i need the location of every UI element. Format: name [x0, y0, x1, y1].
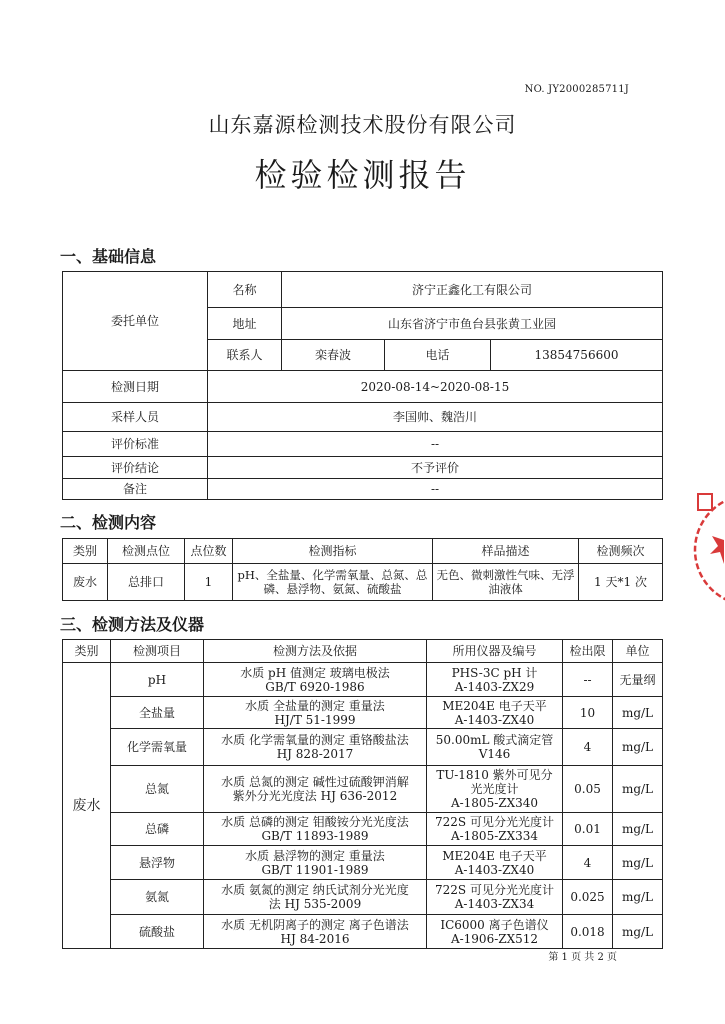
col-unit: 单位: [613, 640, 663, 663]
limit-cell: 4: [563, 729, 613, 766]
conclusion-value: 不予评价: [208, 457, 663, 479]
standard-value: --: [208, 432, 663, 457]
section-basic-info-heading: 一、基础信息: [60, 247, 157, 266]
name-label: 名称: [208, 272, 282, 308]
sampler-value: 李国帅、魏浩川: [208, 403, 663, 432]
instrument-cell: 722S 可见分光光度计 A-1403-ZX34: [427, 880, 563, 915]
seal-stamp-icon: [690, 480, 725, 620]
unit-cell: mg/L: [613, 813, 663, 846]
company-name: 山东嘉源检测技术股份有限公司: [208, 113, 517, 137]
method-table: [62, 639, 663, 949]
frequency-cell: 1 天*1 次: [579, 564, 663, 601]
section-method-heading: 三、检测方法及仪器: [60, 615, 205, 634]
item-cell: pH: [111, 663, 204, 697]
table-row: [63, 915, 663, 949]
instrument-cell: ME204E 电子天平 A-1403-ZX40: [427, 846, 563, 880]
section-content-heading: 二、检测内容: [60, 513, 157, 532]
method-cell: 水质 悬浮物的测定 重量法 GB/T 11901-1989: [204, 846, 427, 880]
unit-cell: mg/L: [613, 766, 663, 813]
limit-cell: 0.01: [563, 813, 613, 846]
item-cell: 化学需氧量: [111, 729, 204, 766]
col-point: 检测点位: [108, 539, 185, 564]
col-category: 类别: [63, 640, 111, 663]
point-cell: 总排口: [108, 564, 185, 601]
limit-cell: 0.025: [563, 880, 613, 915]
instrument-cell: 50.00mL 酸式滴定管 V146: [427, 729, 563, 766]
col-frequency: 检测频次: [579, 539, 663, 564]
col-description: 样品描述: [433, 539, 579, 564]
table-row: [63, 880, 663, 915]
method-cell: 水质 全盐量的测定 重量法 HJ/T 51-1999: [204, 697, 427, 729]
remark-label: 备注: [63, 479, 208, 500]
item-cell: 总磷: [111, 813, 204, 846]
limit-cell: 10: [563, 697, 613, 729]
phone-value: 13854756600: [491, 340, 663, 371]
unit-cell: mg/L: [613, 697, 663, 729]
col-method: 检测方法及依据: [204, 640, 427, 663]
method-cell: 水质 无机阴离子的测定 离子色谱法 HJ 84-2016: [204, 915, 427, 949]
item-cell: 氨氮: [111, 880, 204, 915]
contact-value: 栾春波: [282, 340, 385, 371]
col-category: 类别: [63, 539, 108, 564]
method-cell: 水质 氨氮的测定 纳氏试剂分光光度 法 HJ 535-2009: [204, 880, 427, 915]
table-row: [63, 729, 663, 766]
date-label: 检测日期: [63, 371, 208, 403]
item-cell: 悬浮物: [111, 846, 204, 880]
instrument-cell: 722S 可见分光光度计 A-1805-ZX334: [427, 813, 563, 846]
address-value: 山东省济宁市鱼台县张黄工业园: [282, 308, 663, 340]
sampler-label: 采样人员: [63, 403, 208, 432]
report-number: NO. JY2000285711J: [524, 84, 629, 95]
unit-cell: mg/L: [613, 880, 663, 915]
item-cell: 全盐量: [111, 697, 204, 729]
description-cell: 无色、微刺激性气味、无浮油液体: [433, 564, 579, 601]
standard-label: 评价标准: [63, 432, 208, 457]
unit-cell: mg/L: [613, 729, 663, 766]
date-value: 2020-08-14~2020-08-15: [208, 371, 663, 403]
method-cell: 水质 总氮的测定 碱性过硫酸钾消解 紫外分光光度法 HJ 636-2012: [204, 766, 427, 813]
instrument-cell: ME204E 电子天平 A-1403-ZX40: [427, 697, 563, 729]
unit-cell: mg/L: [613, 846, 663, 880]
indicators-cell: pH、全盐量、化学需氧量、总氮、总磷、悬浮物、氨氮、硫酸盐: [233, 564, 433, 601]
limit-cell: 0.05: [563, 766, 613, 813]
method-cell: 水质 pH 值测定 玻璃电极法 GB/T 6920-1986: [204, 663, 427, 697]
category-cell: 废水: [63, 564, 108, 601]
unit-cell: 无量纲: [613, 663, 663, 697]
instrument-cell: IC6000 离子色谱仪 A-1906-ZX512: [427, 915, 563, 949]
table-row: [63, 663, 663, 697]
limit-cell: 4: [563, 846, 613, 880]
instrument-cell: TU-1810 紫外可见分 光光度计 A-1805-ZX340: [427, 766, 563, 813]
page-number: 第 1 页 共 2 页: [548, 952, 617, 963]
report-title: 检验检测报告: [254, 156, 471, 194]
basic-info-table: [62, 271, 663, 500]
remark-value: --: [208, 479, 663, 500]
col-instrument: 所用仪器及编号: [427, 640, 563, 663]
item-cell: 总氮: [111, 766, 204, 813]
client-label: 委托单位: [63, 272, 208, 371]
conclusion-label: 评价结论: [63, 457, 208, 479]
table-row: [63, 697, 663, 729]
unit-cell: mg/L: [613, 915, 663, 949]
count-cell: 1: [185, 564, 233, 601]
col-count: 点位数: [185, 539, 233, 564]
content-table: [62, 538, 663, 601]
name-value: 济宁正鑫化工有限公司: [282, 272, 663, 308]
col-limit: 检出限: [563, 640, 613, 663]
table-row: [63, 846, 663, 880]
limit-cell: --: [563, 663, 613, 697]
method-category-cell: 废水: [63, 663, 111, 949]
col-item: 检测项目: [111, 640, 204, 663]
phone-label: 电话: [385, 340, 491, 371]
col-indicators: 检测指标: [233, 539, 433, 564]
table-row: [63, 766, 663, 813]
contact-label: 联系人: [208, 340, 282, 371]
address-label: 地址: [208, 308, 282, 340]
item-cell: 硫酸盐: [111, 915, 204, 949]
limit-cell: 0.018: [563, 915, 613, 949]
method-cell: 水质 化学需氧量的测定 重铬酸盐法 HJ 828-2017: [204, 729, 427, 766]
table-row: [63, 813, 663, 846]
instrument-cell: PHS-3C pH 计 A-1403-ZX29: [427, 663, 563, 697]
method-cell: 水质 总磷的测定 钼酸铵分光光度法 GB/T 11893-1989: [204, 813, 427, 846]
